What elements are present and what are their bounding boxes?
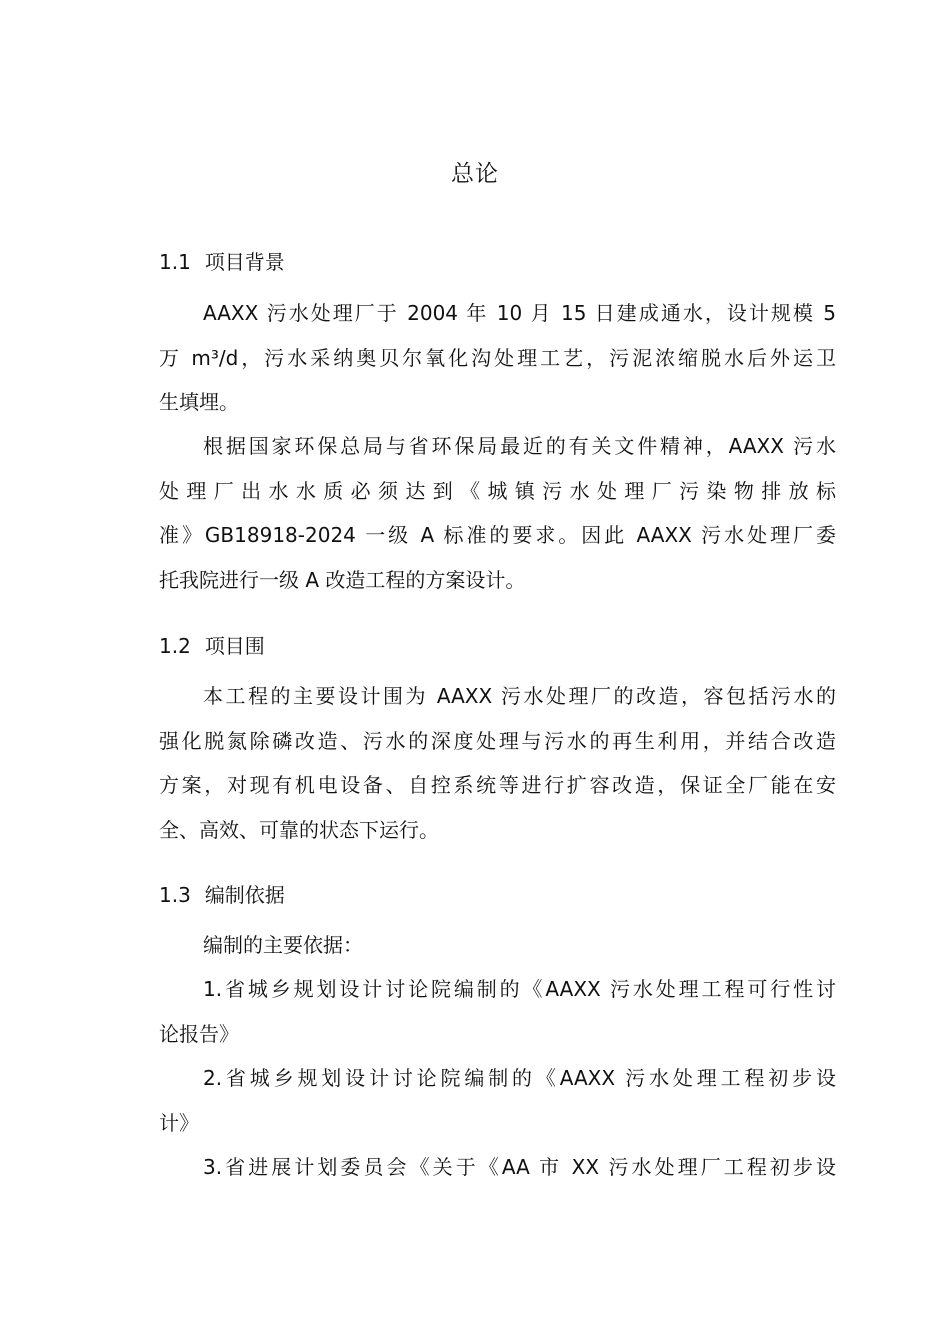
paragraph-line: 生填埋。	[159, 390, 239, 414]
paragraph-line: 全、高效、可靠的状态下运行。	[159, 817, 439, 842]
section-number: 1.1	[159, 250, 191, 274]
section-number: 1.2	[159, 634, 191, 658]
section-heading-1-1	[159, 246, 285, 275]
paragraph-line: 根据国家环保总局与省环保局最近的有关文件精神，AAXX 污水	[203, 434, 836, 458]
paragraph-line: 编制的主要依据：	[203, 933, 363, 957]
document-title: 总论	[451, 161, 499, 187]
paragraph-project-scope	[159, 674, 836, 852]
paragraph-line: 准》GB18918-2024 一级 A 标准的要求。因此 AAXX 污水处理厂委	[159, 523, 836, 547]
basis-item-1	[159, 967, 836, 1056]
paragraph-line: 处理厂出水水质必须达到《城镇污水处理厂污染物排放标	[159, 478, 836, 503]
paragraph-line: 托我院进行一级 A 改造工程的方案设计。	[159, 567, 526, 592]
paragraph-line: 方案，对现有机电设备、自控系统等进行扩容改造，保证全厂能在安	[159, 773, 836, 797]
paragraph-line: 2.省城乡规划设计讨论院编制的《AAXX 污水处理工程初步设	[203, 1066, 836, 1090]
section-title: 编制依据	[204, 883, 285, 907]
paragraph-line: AAXX 污水处理厂于 2004 年 10 月 15 日建成通水，设计规模 5	[203, 301, 836, 325]
paragraph-line: 强化脱氮除磷改造、污水的深度处理与污水的再生利用，并结合改造	[159, 728, 836, 753]
section-title: 项目围	[204, 634, 265, 658]
basis-item-3	[159, 1145, 836, 1190]
paragraph-line: 计》	[159, 1110, 199, 1135]
paragraph-project-background-2	[159, 424, 836, 602]
section-number: 1.3	[159, 883, 191, 907]
paragraph-line: 论报告》	[159, 1021, 239, 1046]
basis-item-2	[159, 1056, 836, 1145]
paragraph-line: 万 m³/d，污水采纳奥贝尔氧化沟处理工艺，污泥浓缩脱水后外运卫	[159, 345, 836, 370]
section-heading-1-3	[159, 879, 285, 908]
paragraph-line: 本工程的主要设计围为 AAXX 污水处理厂的改造，容包括污水的	[203, 684, 836, 708]
paragraph-line: 3.省进展计划委员会《关于《AA 市 XX 污水处理厂工程初步设	[203, 1155, 836, 1179]
paragraph-basis-intro	[159, 923, 836, 968]
paragraph-project-background-1	[159, 291, 836, 425]
paragraph-line: 1.省城乡规划设计讨论院编制的《AAXX 污水处理工程可行性讨	[203, 977, 836, 1001]
section-heading-1-2	[159, 630, 265, 659]
section-title: 项目背景	[204, 250, 285, 274]
